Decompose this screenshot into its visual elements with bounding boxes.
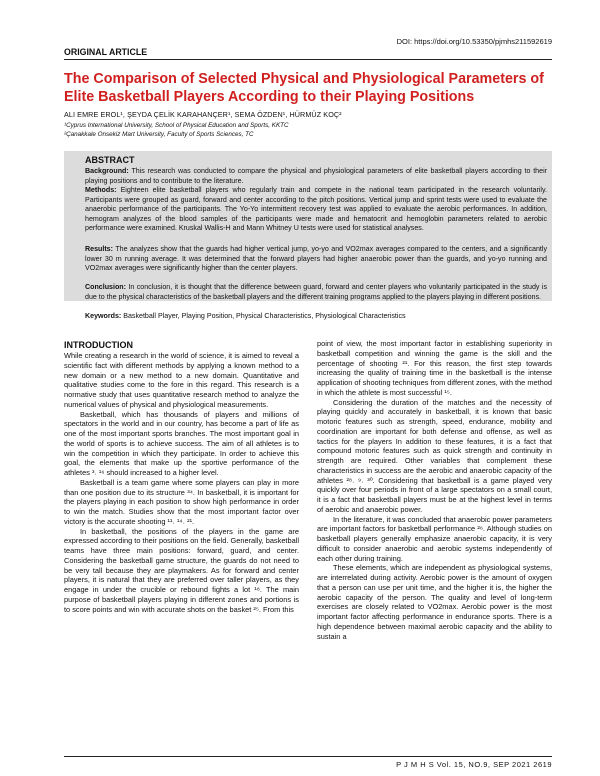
right-paragraph: Considering the duration of the matches and the necessity of playing quickly and accurately in basketball, it is known that basic motoric features such as strength, speed, endurance, mobility and coordination are important for both defense and offense, as well as tactics for the players In addition to these features, it is a fact that compound motoric features such as quick strength and continuity in strength are required. Other variables that complement these characteristics in success are the aerobic and anaerobic capacity of the athletes ²⁸˒ ⁹˒ ³⁰. Considering that basketball is a game played very quickly over four periods in front of a large spectators on a small court, it is a fact that basketball players must be at the highest level in terms of aerobic and anaerobic power.	[317, 397, 552, 514]
right-paragraph: In the literature, it was concluded that anaerobic power parameters are important factors for basketball performance ²⁶. Although studies on basketball players generally emphasize anaerobic capacity, it is very difficult to consider anaerobic and aerobic systems independently of each other during training.	[317, 514, 552, 563]
methods-label: Methods:	[85, 186, 117, 194]
keywords-text: Basketball Player, Playing Position, Physical Characteristics, Physiological Characteristics	[123, 312, 406, 320]
doi: DOI: https://doi.org/10.53350/pjmhs211592619	[396, 37, 552, 46]
right-column	[317, 339, 552, 641]
abstract-background	[85, 167, 547, 186]
right-paragraph: These elements, which are independent as physiological systems, are interrelated during activity. Aerobic power is the amount of oxygen that a person can use per unit time, and the higher it is, the higher the aerobic capacity of the person. The quality and level of long-term exercises are closely related to VO2max. Aerobic power is the most important factor affecting performance in endurance sports. There is a high dependence between maximal aerobic capacity and the ability to sustain a	[317, 563, 552, 641]
left-paragraph: Basketball, which has thousands of players and millions of spectators in the world and in our country, has become a part of life as one of the most important sports branches. The most important goal in the world of sports is to achieve success. The aim of all athletes is to win the competition in which they participate. In order to achieve this goal, the elements that make up the sportive performance of the athletes ³˒ ¹⁶ should increased to a higher level.	[64, 409, 299, 477]
results-text: The analyzes show that the guards had higher vertical jump, yo-yo and VO2max averages compared to the centers, and a significantly lower 30 m running average. It was determined that the forward players had higher anaerobic power than the guards, and yo-yo running and VO2max averages were significantly higher than the center players.	[85, 245, 548, 273]
left-paragraph: Basketball is a team game where some players can play in more than one position due to its structure ³⁴. In basketball, it is important for the players playing in each position to show high performance in order to win the match. Studies show that the most important factor over victory is the accurate shooting ¹¹˒ ¹⁴˒ ²¹.	[64, 477, 299, 526]
footer-rule	[64, 756, 552, 757]
methods-text: Eighteen elite basketball players who regularly train and compete in the national team participated in the research voluntarily. Participants were grouped as guard, forward and center according to the pitch positions. Vertical jump and sprint tests were used to evaluate the anaerobic performance of the participants. The Yo-Yo intermittent recovery test was applied to evaluate the aerobic performances. In addition, hemogram analyzes of the blood samples of the participants were made and hematocrit and hemoglobin parameters related to aerobic performance were examined. Kruskal Wallis-H and Mann Whitney U tests were used for statistical analyses.	[85, 186, 547, 233]
keywords-label: Keywords:	[85, 312, 122, 320]
paper-title: The Comparison of Selected Physical and Physiological Parameters of Elite Basketball Players According to their Playing Positions	[64, 71, 544, 105]
results-label: Results:	[85, 245, 113, 253]
left-paragraph: While creating a research in the world of science, it is aimed to reveal a scientific fact with different methods by applying a known method to a new domain or a new method to a new domain. Quantitative and qualitative studies come to the fore in this regard. This research is a normative study that uses quantitative research method to analyze the numerical values of physical and physiological measurements.	[64, 351, 299, 409]
abstract-results	[85, 245, 547, 274]
journal-footer: P J M H S Vol. 15, NO.9, SEP 2021 2619	[396, 760, 552, 769]
affiliation-2: ²Çanakkale Onsekiz Mart University, Faculty of Sports Sciences, TC	[64, 131, 254, 138]
abstract-conclusion	[85, 283, 547, 302]
background-label: Background:	[85, 167, 129, 175]
conclusion-label: Conclusion:	[85, 283, 126, 291]
right-paragraph: point of view, the most important factor in establishing superiority in basketball competition and winning the game is the skill and the percentage of shooting ²¹. For this reason, the first step towards increasing the quality of training time in the basketball is the intense application of shooting techniques from different zones, with the method in which the athlete is most successful ¹⁵.	[317, 339, 552, 397]
conclusion-text: In conclusion, it is thought that the difference between guard, forward and center players who voluntarily participated in the study is due to the physical characteristics of the basketball players and the different training programs applied to the players playing in different positions.	[85, 283, 547, 301]
abstract-methods	[85, 186, 547, 234]
abstract-keywords	[85, 312, 547, 322]
section-heading-introduction: INTRODUCTION	[64, 340, 133, 350]
article-type: ORIGINAL ARTICLE	[64, 47, 148, 57]
abstract-heading: ABSTRACT	[85, 155, 135, 165]
left-paragraph: In basketball, the positions of the players in the game are expressed according to their positions on the field. Generally, basketball teams have three main positions: forward, guard, and center. Considering the basketball game structure, the guards do not need to be very tall because they are playmakers. As for forward and center players, it is natural that they are preferred over taller players, as they engage in under the crucible or rebound fights a lot ¹⁸. The main purpose of basketball players playing in different zones and portions is to score points and win with accurate shots on the basket ²⁵. From this	[64, 526, 299, 614]
header-rule	[64, 59, 552, 60]
affiliation-1: ¹Cyprus International University, School of Physical Education and Sports, KKTC	[64, 122, 289, 129]
background-text: This research was conducted to compare the physical and physiological parameters of elite basketball players according to their playing positions and to contribute to the literature.	[85, 167, 548, 185]
left-column	[64, 351, 299, 614]
authors: ALI EMRE EROL¹, ŞEYDA ÇELİK KARAHANÇER¹, SEMA ÖZDEN¹, HÜRMÜZ KOÇ²	[64, 110, 342, 119]
